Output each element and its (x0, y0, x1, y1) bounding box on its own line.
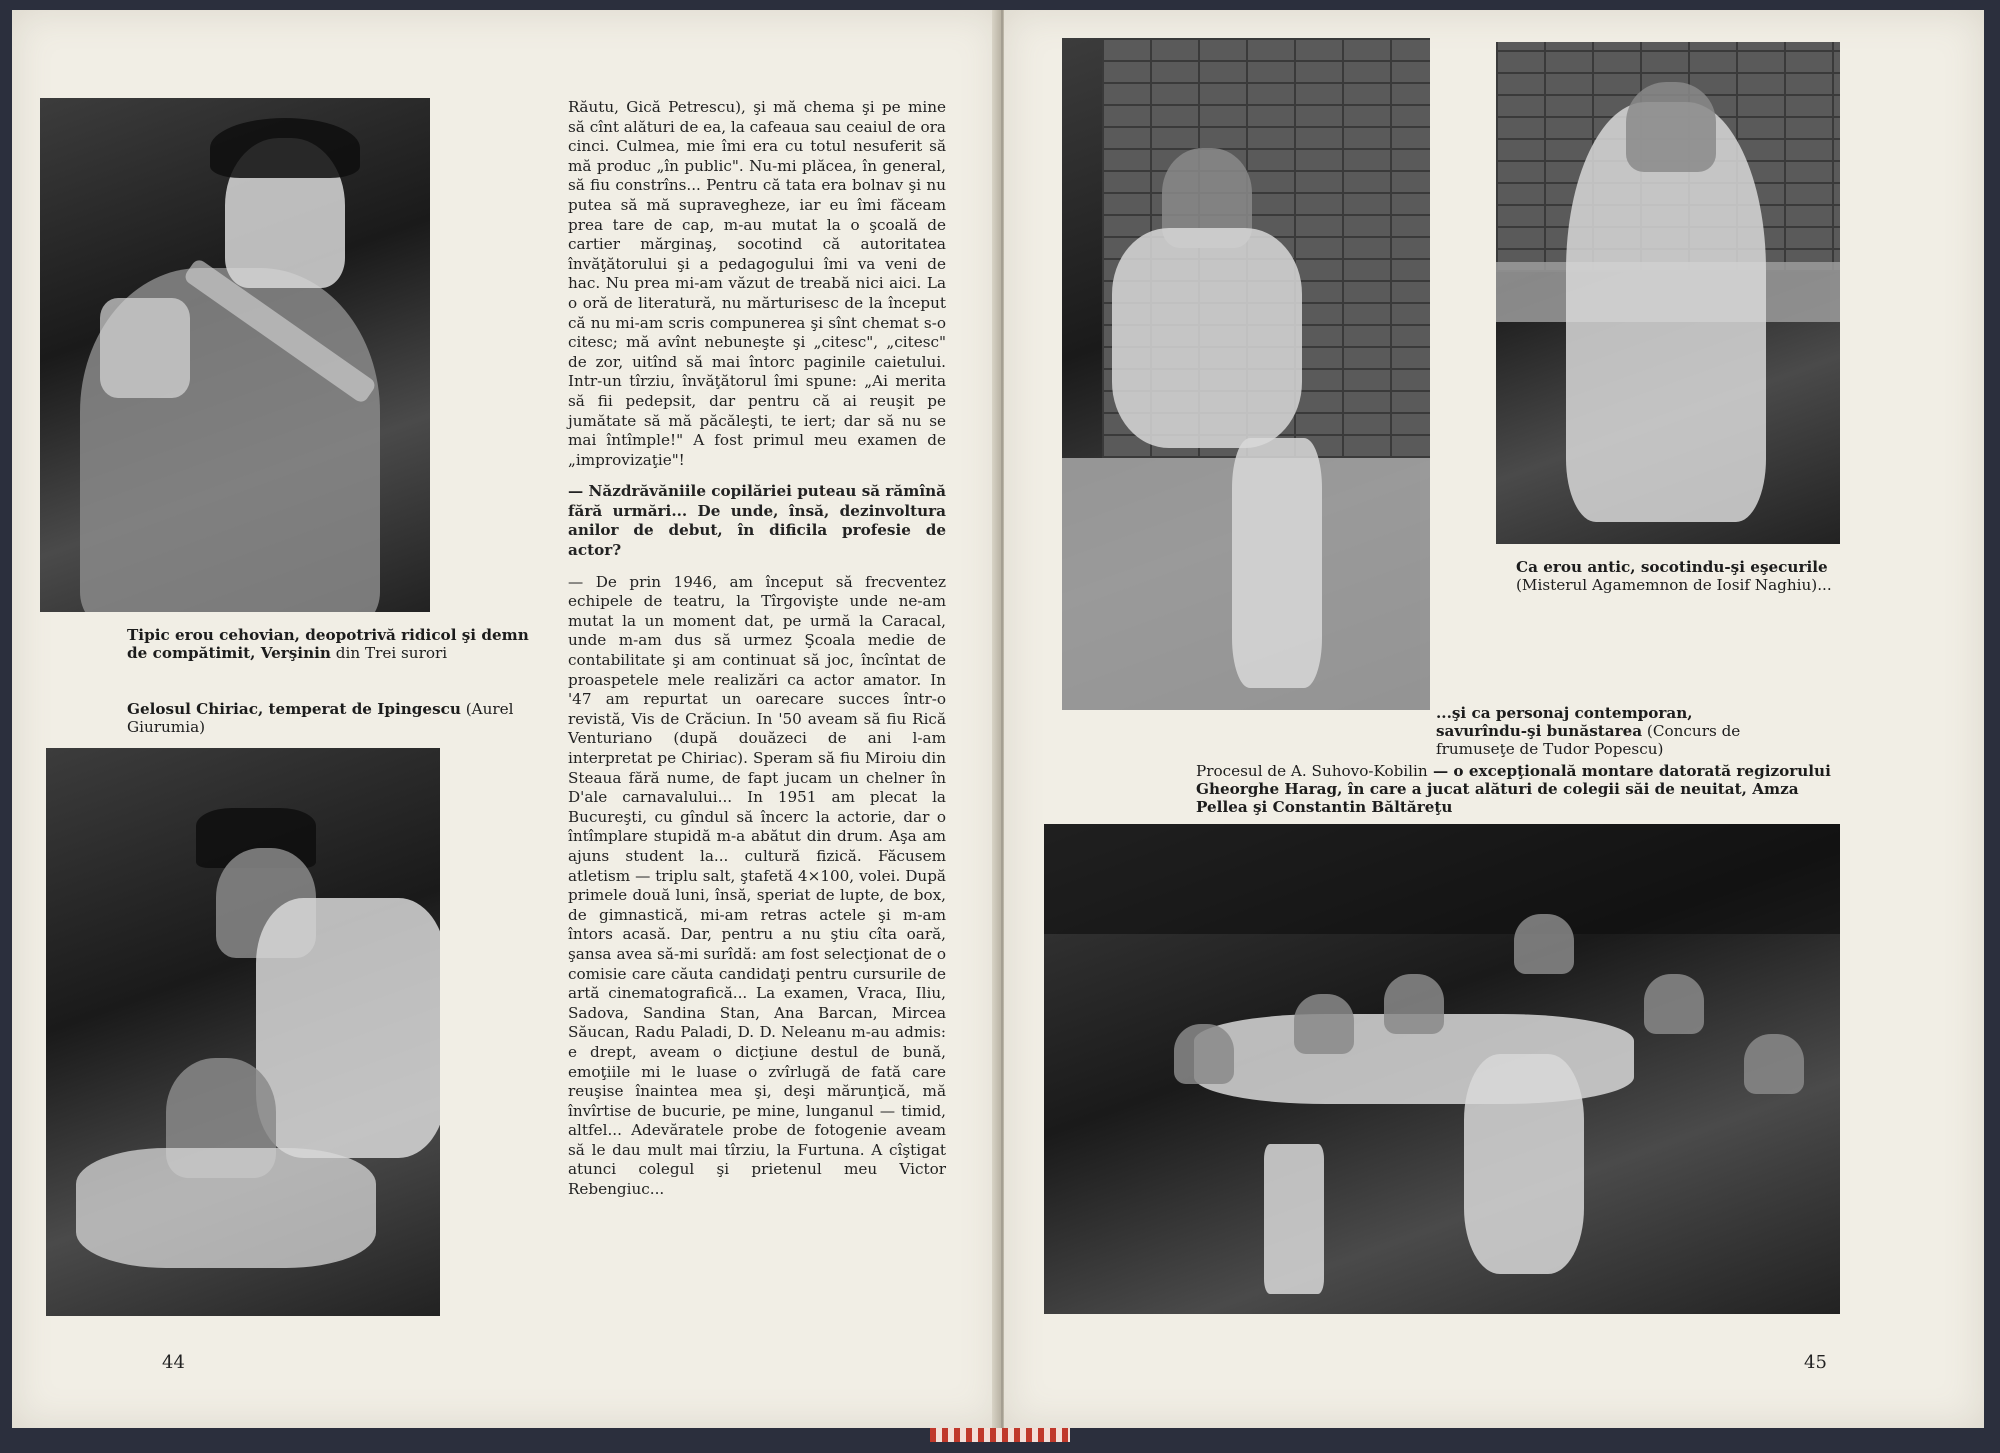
photo-chiriac (46, 748, 440, 1316)
article-paragraph: — De prin 1946, am început să frecventez echipele de teatru, la Tîrgovişte unde ne-am mutat la un moment dat, pe urmă la Caracal, unde m-am dus să urmez Şcoala medie de contabilitate şi am continuat să joc, încîntat de proaspetele mele realizări ca actor amator. In '47 am repurtat un oarecare succes într-o revistă, Vis de Crăciun. In '50 aveam să fiu Rică Venturiano (după douăzeci de ani l-am interpretat pe Chiriac). Speram să fiu Miroiu din Steaua fără nume, de fapt jucam un chelner în D'ale carnavalului... In 1951 am plecat la Bucureşti, cu gîndul să încerc la actorie, dar o întîmplare stupidă m-a abătut din drum. Aşa am ajuns student la... cultură fizică. Făcusem atletism — triplu salt, ştafetă 4×100, volei. După primele două luni, însă, speriat de lupte, de box, de gimnastică, mi-am retras actele şi m-am întors acasă. Dar, pentru a nu ştiu cîta oară, şansa avea să-mi surîdă: am fost selecţionat de o comisie care căuta candidaţi pentru cursurile de artă cinematografică... La examen, Vraca, Iliu, Sadova, Sandina Stan, Ana Barcan, Mircea Săucan, Radu Paladi, D. D. Neleanu m-au admis: e drept, aveam o dicţiune destul de bună, emoţiile mi le luase o zvîrlugă de fată care reuşise înaintea mea şi, deşi mărunţică, mă învîrtise de bucurie, pe mine, lunganul — timid, altfel... Adevăratele probe de fotogenie aveam să le dau mult mai tîrziu, la Furtuna. A cîştigat atunci colegul şi prietenul meu Victor Rebengiuc... (568, 572, 946, 1199)
photo-versinin (40, 98, 430, 612)
caption-antic: Ca erou antic, socotindu-şi eşecurile (Misterul Agamemnon de Iosif Naghiu)... (1516, 558, 1856, 594)
page-number-right: 45 (1804, 1352, 1827, 1373)
interview-question: — Năzdrăvăniile copilăriei puteau să rămînă fără urmări... De unde, însă, dezinvoltura anilor de debut, în dificila profesie de actor? (568, 482, 946, 560)
caption-contemporan: ...şi ca personaj contemporan, savurîndu-şi bunăstarea (Concurs de frumuseţe de Tudor Popescu) (1436, 704, 1766, 758)
right-page (1004, 10, 1984, 1428)
binding-stitch (930, 1428, 1070, 1442)
caption-procesul: Procesul de A. Suhovo-Kobilin — o excepţională montare datorată regizorului Gheorghe Harag, în care a jucat alături de colegii săi de neuitat, Amza Pellea şi Constantin Băltăreţu (1196, 762, 1836, 816)
photo-procesul (1044, 824, 1840, 1314)
page-number-left: 44 (162, 1352, 185, 1373)
left-page (12, 10, 1000, 1428)
photo-contemporan (1062, 38, 1430, 710)
caption-versinin: Tipic erou cehovian, deopotrivă ridicol şi demn de compătimit, Verşinin din Trei surori (127, 626, 537, 662)
caption-chiriac: Gelosul Chiriac, temperat de Ipingescu (Aurel Giurumia) (127, 700, 537, 736)
article-column-left (568, 98, 946, 1212)
article-paragraph: Răutu, Gică Petrescu), şi mă chema şi pe mine să cînt alături de ea, la cafeaua sau ceaiul de ora cinci. Culmea, mie îmi era cu totul nesuferit să mă produc „în public". Nu-mi plăcea, în general, să fiu constrîns... Pentru că tata era bolnav şi nu putea să mă supravegheze, iar eu îmi făceam prea tare de cap, m-au mutat la o şcoală de cartier mărginaş, socotind că autoritatea învăţătorului şi a pedagogului îmi va veni de hac. Nu prea mi-am văzut de treabă nici aici. La o oră de literatură, nu mărturisesc de la început că nu mi-am scris compunerea şi sînt chemat s-o citesc; mă avînt nebuneşte şi „citesc", „citesc" de zor, uitînd să mai întorc paginile caietului. Intr-un tîrziu, învăţătorul îmi spune: „Ai merita să fii pedepsit, dar pentru că ai reuşit pe jumătate să mă păcăleşti, te iert; dar să nu se mai întîmple!" A fost primul meu examen de „improvizaţie"! (568, 98, 946, 469)
photo-antic (1496, 42, 1840, 544)
